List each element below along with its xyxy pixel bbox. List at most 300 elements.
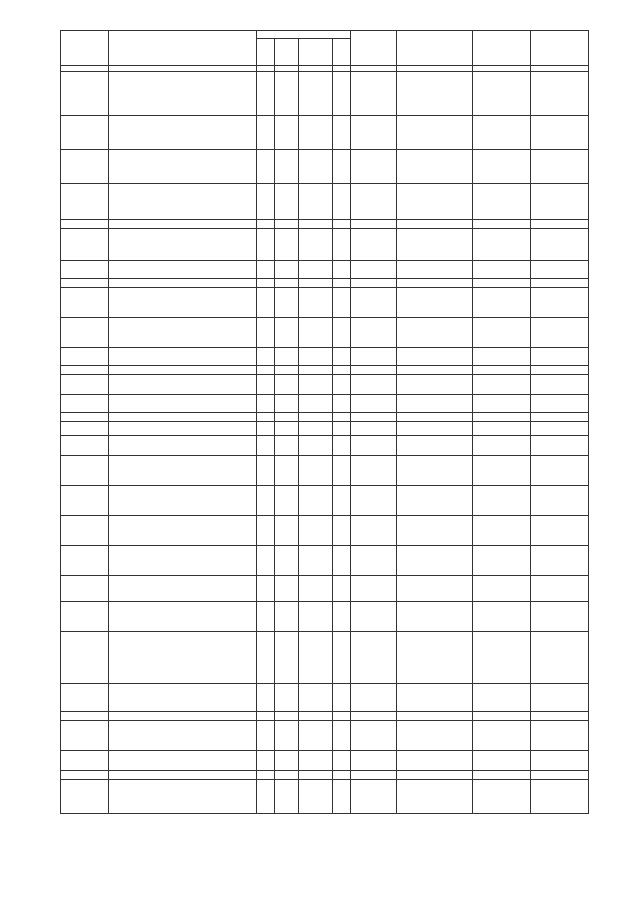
- cell-name: [109, 375, 257, 395]
- cell-num: [61, 375, 109, 395]
- cell-rzpr: [275, 516, 299, 546]
- table-row: [61, 422, 589, 436]
- cell-y1: [473, 261, 531, 279]
- cell-num: [61, 116, 109, 150]
- cell-vr: [333, 486, 351, 516]
- cell-name: [109, 184, 257, 220]
- cell-name: [109, 602, 257, 632]
- cell-admin: [351, 721, 397, 751]
- table-row: [61, 721, 589, 751]
- cell-vr: [333, 348, 351, 366]
- cell-grbs: [257, 261, 275, 279]
- cell-grbs: [257, 632, 275, 684]
- table-row: [61, 712, 589, 721]
- cell-vr: [333, 632, 351, 684]
- cell-admin: [351, 684, 397, 712]
- cell-grbs: [257, 436, 275, 456]
- cell-admin: [351, 229, 397, 261]
- cell-vr: [333, 771, 351, 780]
- cell-ksr: [299, 684, 333, 712]
- cell-y1: [473, 279, 531, 288]
- cell-y2: [531, 576, 589, 602]
- cell-num: [61, 546, 109, 576]
- cell-y1: [473, 436, 531, 456]
- cell-y1: [473, 486, 531, 516]
- cell-vr: [333, 184, 351, 220]
- table-row: [61, 751, 589, 771]
- cell-rec: [397, 751, 473, 771]
- cell-y1: [473, 72, 531, 116]
- cell-rzpr: [275, 366, 299, 375]
- cell-vr: [333, 366, 351, 375]
- cell-vr: [333, 456, 351, 486]
- cell-y2: [531, 261, 589, 279]
- cell-num: [61, 751, 109, 771]
- cell-vr: [333, 72, 351, 116]
- cell-y2: [531, 348, 589, 366]
- cell-rzpr: [275, 712, 299, 721]
- cell-admin: [351, 288, 397, 318]
- cell-ksr: [299, 771, 333, 780]
- cell-admin: [351, 72, 397, 116]
- cell-y1: [473, 318, 531, 348]
- cell-y2: [531, 546, 589, 576]
- cell-num: [61, 436, 109, 456]
- cell-vr: [333, 576, 351, 602]
- cell-ksr: [299, 184, 333, 220]
- cell-grbs: [257, 516, 275, 546]
- cell-rec: [397, 632, 473, 684]
- cell-grbs: [257, 395, 275, 413]
- cell-vr: [333, 546, 351, 576]
- cell-rzpr: [275, 279, 299, 288]
- cell-grbs: [257, 602, 275, 632]
- table-row: [61, 632, 589, 684]
- cell-y1: [473, 375, 531, 395]
- table-row: [61, 486, 589, 516]
- cell-ksr: [299, 375, 333, 395]
- cell-rzpr: [275, 116, 299, 150]
- cell-y2: [531, 486, 589, 516]
- cell-name: [109, 366, 257, 375]
- cell-rzpr: [275, 456, 299, 486]
- table-row: [61, 684, 589, 712]
- table-body: [61, 72, 589, 814]
- cell-grbs: [257, 184, 275, 220]
- cell-vr: [333, 436, 351, 456]
- cell-num: [61, 366, 109, 375]
- table-row: [61, 72, 589, 116]
- cell-grbs: [257, 150, 275, 184]
- cell-y2: [531, 229, 589, 261]
- cell-vr: [333, 318, 351, 348]
- cell-ksr: [299, 486, 333, 516]
- cell-num: [61, 318, 109, 348]
- table-row: [61, 413, 589, 422]
- table-row: [61, 516, 589, 546]
- cell-num: [61, 712, 109, 721]
- cell-rec: [397, 150, 473, 184]
- cell-rec: [397, 116, 473, 150]
- cell-rec: [397, 516, 473, 546]
- table-row: [61, 366, 589, 375]
- cell-ksr: [299, 72, 333, 116]
- cell-y1: [473, 546, 531, 576]
- cell-rzpr: [275, 771, 299, 780]
- cell-rec: [397, 602, 473, 632]
- cell-grbs: [257, 288, 275, 318]
- header-name: [109, 31, 257, 66]
- cell-name: [109, 229, 257, 261]
- cell-y2: [531, 366, 589, 375]
- cell-y2: [531, 318, 589, 348]
- cell-grbs: [257, 780, 275, 814]
- header-year-1: [473, 31, 531, 66]
- cell-grbs: [257, 751, 275, 771]
- cell-num: [61, 780, 109, 814]
- cell-num: [61, 576, 109, 602]
- cell-admin: [351, 318, 397, 348]
- cell-name: [109, 780, 257, 814]
- cell-ksr: [299, 366, 333, 375]
- cell-num: [61, 486, 109, 516]
- header-num: [61, 31, 109, 66]
- cell-grbs: [257, 116, 275, 150]
- cell-rec: [397, 456, 473, 486]
- cell-admin: [351, 395, 397, 413]
- cell-rzpr: [275, 486, 299, 516]
- cell-num: [61, 771, 109, 780]
- cell-y2: [531, 456, 589, 486]
- cell-admin: [351, 348, 397, 366]
- cell-admin: [351, 279, 397, 288]
- cell-grbs: [257, 712, 275, 721]
- cell-vr: [333, 395, 351, 413]
- table-row: [61, 375, 589, 395]
- cell-vr: [333, 721, 351, 751]
- cell-vr: [333, 288, 351, 318]
- cell-grbs: [257, 413, 275, 422]
- cell-admin: [351, 546, 397, 576]
- cell-grbs: [257, 318, 275, 348]
- cell-admin: [351, 261, 397, 279]
- cell-y1: [473, 576, 531, 602]
- cell-num: [61, 348, 109, 366]
- cell-ksr: [299, 712, 333, 721]
- cell-rzpr: [275, 422, 299, 436]
- cell-y2: [531, 220, 589, 229]
- cell-name: [109, 436, 257, 456]
- cell-rzpr: [275, 288, 299, 318]
- cell-vr: [333, 422, 351, 436]
- cell-num: [61, 288, 109, 318]
- table-row: [61, 456, 589, 486]
- table-row: [61, 279, 589, 288]
- cell-vr: [333, 229, 351, 261]
- cell-admin: [351, 632, 397, 684]
- cell-admin: [351, 751, 397, 771]
- header-admin: [351, 31, 397, 66]
- cell-name: [109, 684, 257, 712]
- cell-rec: [397, 348, 473, 366]
- cell-y2: [531, 288, 589, 318]
- cell-name: [109, 576, 257, 602]
- header-year-2: [531, 31, 589, 66]
- cell-y1: [473, 150, 531, 184]
- cell-rzpr: [275, 220, 299, 229]
- cell-admin: [351, 436, 397, 456]
- cell-rec: [397, 780, 473, 814]
- cell-ksr: [299, 632, 333, 684]
- cell-num: [61, 632, 109, 684]
- cell-y1: [473, 220, 531, 229]
- header-vr: [333, 39, 351, 66]
- cell-rzpr: [275, 261, 299, 279]
- cell-vr: [333, 712, 351, 721]
- cell-name: [109, 422, 257, 436]
- cell-ksr: [299, 602, 333, 632]
- cell-y2: [531, 72, 589, 116]
- table-row: [61, 780, 589, 814]
- cell-vr: [333, 375, 351, 395]
- cell-ksr: [299, 436, 333, 456]
- cell-grbs: [257, 279, 275, 288]
- cell-y2: [531, 751, 589, 771]
- cell-name: [109, 751, 257, 771]
- cell-ksr: [299, 116, 333, 150]
- table-row: [61, 261, 589, 279]
- cell-y1: [473, 751, 531, 771]
- cell-vr: [333, 751, 351, 771]
- cell-rzpr: [275, 602, 299, 632]
- cell-num: [61, 220, 109, 229]
- cell-y2: [531, 375, 589, 395]
- cell-admin: [351, 456, 397, 486]
- header-classification-group: [257, 31, 351, 39]
- header-recipient: [397, 31, 473, 66]
- cell-rec: [397, 576, 473, 602]
- cell-y1: [473, 456, 531, 486]
- cell-ksr: [299, 422, 333, 436]
- cell-y2: [531, 279, 589, 288]
- cell-name: [109, 348, 257, 366]
- cell-num: [61, 395, 109, 413]
- cell-y1: [473, 721, 531, 751]
- cell-vr: [333, 116, 351, 150]
- cell-y2: [531, 721, 589, 751]
- cell-rzpr: [275, 632, 299, 684]
- cell-ksr: [299, 229, 333, 261]
- cell-ksr: [299, 721, 333, 751]
- cell-admin: [351, 771, 397, 780]
- cell-rec: [397, 229, 473, 261]
- cell-name: [109, 261, 257, 279]
- header-ksr: [299, 39, 333, 66]
- cell-grbs: [257, 576, 275, 602]
- cell-rec: [397, 395, 473, 413]
- cell-y1: [473, 184, 531, 220]
- cell-y2: [531, 684, 589, 712]
- cell-rec: [397, 712, 473, 721]
- cell-vr: [333, 220, 351, 229]
- cell-name: [109, 413, 257, 422]
- cell-y2: [531, 422, 589, 436]
- cell-grbs: [257, 486, 275, 516]
- cell-ksr: [299, 150, 333, 184]
- cell-num: [61, 279, 109, 288]
- cell-grbs: [257, 546, 275, 576]
- cell-y2: [531, 516, 589, 546]
- cell-num: [61, 516, 109, 546]
- cell-grbs: [257, 229, 275, 261]
- cell-ksr: [299, 318, 333, 348]
- cell-y1: [473, 413, 531, 422]
- cell-admin: [351, 184, 397, 220]
- table-row: [61, 116, 589, 150]
- cell-rzpr: [275, 184, 299, 220]
- cell-rec: [397, 184, 473, 220]
- cell-y2: [531, 771, 589, 780]
- cell-rzpr: [275, 318, 299, 348]
- cell-vr: [333, 780, 351, 814]
- cell-num: [61, 422, 109, 436]
- cell-y1: [473, 780, 531, 814]
- header-grbs: [257, 39, 275, 66]
- cell-admin: [351, 220, 397, 229]
- cell-rzpr: [275, 395, 299, 413]
- cell-y1: [473, 632, 531, 684]
- cell-name: [109, 72, 257, 116]
- document-page: [60, 30, 588, 814]
- cell-rzpr: [275, 229, 299, 261]
- cell-rzpr: [275, 684, 299, 712]
- cell-name: [109, 318, 257, 348]
- cell-grbs: [257, 220, 275, 229]
- cell-name: [109, 632, 257, 684]
- cell-grbs: [257, 771, 275, 780]
- cell-grbs: [257, 684, 275, 712]
- cell-rec: [397, 220, 473, 229]
- cell-rzpr: [275, 348, 299, 366]
- cell-ksr: [299, 546, 333, 576]
- cell-rec: [397, 436, 473, 456]
- cell-grbs: [257, 366, 275, 375]
- table-row: [61, 229, 589, 261]
- cell-y2: [531, 780, 589, 814]
- cell-name: [109, 116, 257, 150]
- budget-table: [60, 30, 589, 814]
- cell-y1: [473, 771, 531, 780]
- cell-admin: [351, 116, 397, 150]
- cell-name: [109, 712, 257, 721]
- cell-num: [61, 684, 109, 712]
- cell-name: [109, 150, 257, 184]
- cell-y2: [531, 413, 589, 422]
- cell-ksr: [299, 348, 333, 366]
- cell-rzpr: [275, 375, 299, 395]
- cell-name: [109, 546, 257, 576]
- cell-name: [109, 771, 257, 780]
- cell-admin: [351, 486, 397, 516]
- cell-rec: [397, 375, 473, 395]
- cell-rzpr: [275, 780, 299, 814]
- cell-ksr: [299, 261, 333, 279]
- cell-num: [61, 456, 109, 486]
- cell-num: [61, 721, 109, 751]
- cell-y1: [473, 366, 531, 375]
- cell-name: [109, 395, 257, 413]
- cell-y1: [473, 712, 531, 721]
- table-row: [61, 602, 589, 632]
- cell-admin: [351, 780, 397, 814]
- table-row: [61, 771, 589, 780]
- cell-ksr: [299, 751, 333, 771]
- cell-rzpr: [275, 546, 299, 576]
- table-row: [61, 436, 589, 456]
- cell-rec: [397, 261, 473, 279]
- cell-ksr: [299, 220, 333, 229]
- cell-admin: [351, 366, 397, 375]
- cell-grbs: [257, 375, 275, 395]
- cell-rec: [397, 546, 473, 576]
- cell-y2: [531, 436, 589, 456]
- cell-rzpr: [275, 413, 299, 422]
- cell-admin: [351, 712, 397, 721]
- table-row: [61, 546, 589, 576]
- cell-vr: [333, 602, 351, 632]
- cell-ksr: [299, 288, 333, 318]
- cell-vr: [333, 150, 351, 184]
- cell-num: [61, 229, 109, 261]
- cell-grbs: [257, 348, 275, 366]
- cell-admin: [351, 516, 397, 546]
- cell-num: [61, 150, 109, 184]
- cell-name: [109, 456, 257, 486]
- cell-rec: [397, 318, 473, 348]
- cell-ksr: [299, 780, 333, 814]
- cell-vr: [333, 684, 351, 712]
- cell-vr: [333, 516, 351, 546]
- cell-admin: [351, 422, 397, 436]
- header-rzpr: [275, 39, 299, 66]
- cell-rzpr: [275, 721, 299, 751]
- cell-y1: [473, 116, 531, 150]
- table-row: [61, 150, 589, 184]
- cell-rec: [397, 288, 473, 318]
- table-row: [61, 348, 589, 366]
- cell-name: [109, 486, 257, 516]
- table-row: [61, 184, 589, 220]
- cell-y1: [473, 516, 531, 546]
- cell-y1: [473, 229, 531, 261]
- cell-y1: [473, 288, 531, 318]
- cell-num: [61, 184, 109, 220]
- cell-ksr: [299, 516, 333, 546]
- cell-admin: [351, 576, 397, 602]
- cell-y2: [531, 602, 589, 632]
- cell-y1: [473, 422, 531, 436]
- cell-rzpr: [275, 150, 299, 184]
- table-row: [61, 395, 589, 413]
- cell-y1: [473, 395, 531, 413]
- cell-y2: [531, 116, 589, 150]
- table-row: [61, 576, 589, 602]
- cell-ksr: [299, 279, 333, 288]
- cell-rzpr: [275, 72, 299, 116]
- cell-rec: [397, 279, 473, 288]
- cell-y2: [531, 632, 589, 684]
- cell-y2: [531, 395, 589, 413]
